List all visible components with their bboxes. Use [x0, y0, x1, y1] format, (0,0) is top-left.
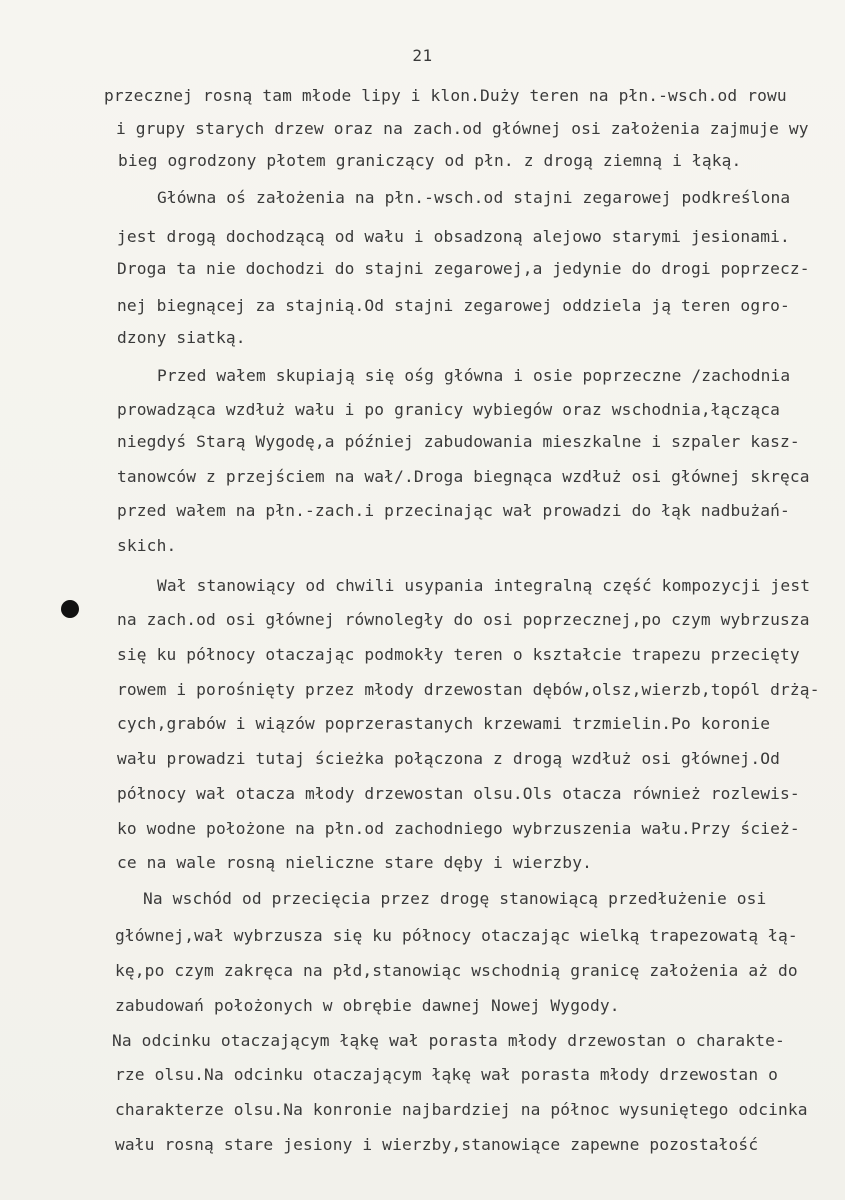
text-line: zabudowań położonych w obrębie dawnej Nowej Wygody.	[115, 996, 620, 1015]
text-line: na zach.od osi głównej równoległy do osi poprzecznej,po czym wybrzusza	[117, 610, 810, 629]
text-line: dzony siatką.	[117, 328, 246, 347]
text-line: Przed wałem skupiają się ośg główna i osie poprzeczne /zachodnia	[157, 366, 791, 385]
text-line: niegdyś Starą Wygodę,a później zabudowania mieszkalne i szpaler kasz-	[117, 432, 800, 451]
text-line: bieg ogrodzony płotem graniczący od płn. z drogą ziemną i łąką.	[118, 151, 742, 170]
text-line: ce na wale rosną nieliczne stare dęby i wierzby.	[117, 853, 592, 872]
text-line: ko wodne położone na płn.od zachodniego wybrzuszenia wału.Przy ścież-	[117, 819, 800, 838]
text-line: charakterze olsu.Na konronie najbardziej na północ wysuniętego odcinka	[115, 1100, 808, 1119]
text-line: Na wschód od przecięcia przez drogę stanowiącą przedłużenie osi	[143, 889, 767, 908]
text-line: Droga ta nie dochodzi do stajni zegarowej,a jedynie do drogi poprzecz-	[117, 259, 810, 278]
text-line: Główna oś założenia na płn.-wsch.od stajni zegarowej podkreślona	[157, 188, 791, 207]
text-line: się ku północy otaczając podmokły teren o kształcie trapezu przecięty	[117, 645, 800, 664]
page-number: 21	[412, 46, 433, 65]
text-line: przed wałem na płn.-zach.i przecinając wał prowadzi do łąk nadbużań-	[117, 501, 790, 520]
text-line: nej biegnącej za stajnią.Od stajni zegarowej oddziela ją teren ogro-	[117, 296, 790, 315]
text-line: tanowców z przejściem na wał/.Droga biegnąca wzdłuż osi głównej skręca	[117, 467, 810, 486]
text-line: Wał stanowiący od chwili usypania integralną część kompozycji jest	[157, 576, 811, 595]
text-line: kę,po czym zakręca na płd,stanowiąc wschodnią granicę założenia aż do	[115, 961, 798, 980]
punch-hole	[61, 600, 79, 618]
text-line: wału prowadzi tutaj ścieżka połączona z drogą wzdłuż osi głównej.Od	[117, 749, 781, 768]
text-line: przecznej rosną tam młode lipy i klon.Duży teren na płn.-wsch.od rowu	[104, 86, 787, 105]
text-line: cych,grabów i wiązów poprzerastanych krzewami trzmielin.Po koronie	[117, 714, 771, 733]
text-line: północy wał otacza młody drzewostan olsu.Ols otacza również rozlewis-	[117, 784, 800, 803]
text-line: prowadząca wzdłuż wału i po granicy wybiegów oraz wschodnia,łącząca	[117, 400, 781, 419]
text-line: jest drogą dochodzącą od wału i obsadzoną alejowo starymi jesionami.	[117, 227, 790, 246]
text-line: Na odcinku otaczającym łąkę wał porasta młody drzewostan o charakte-	[112, 1031, 785, 1050]
text-line: wału rosną stare jesiony i wierzby,stanowiące zapewne pozostałość	[115, 1135, 759, 1154]
text-line: i grupy starych drzew oraz na zach.od głównej osi założenia zajmuje wy	[116, 119, 809, 138]
text-line: skich.	[117, 536, 177, 555]
text-line: rze olsu.Na odcinku otaczającym łąkę wał porasta młody drzewostan o	[115, 1065, 779, 1084]
text-line: rowem i porośnięty przez młody drzewostan dębów,olsz,wierzb,topól drżą-	[117, 680, 820, 699]
text-line: głównej,wał wybrzusza się ku północy otaczając wielką trapezowatą łą-	[115, 926, 798, 945]
